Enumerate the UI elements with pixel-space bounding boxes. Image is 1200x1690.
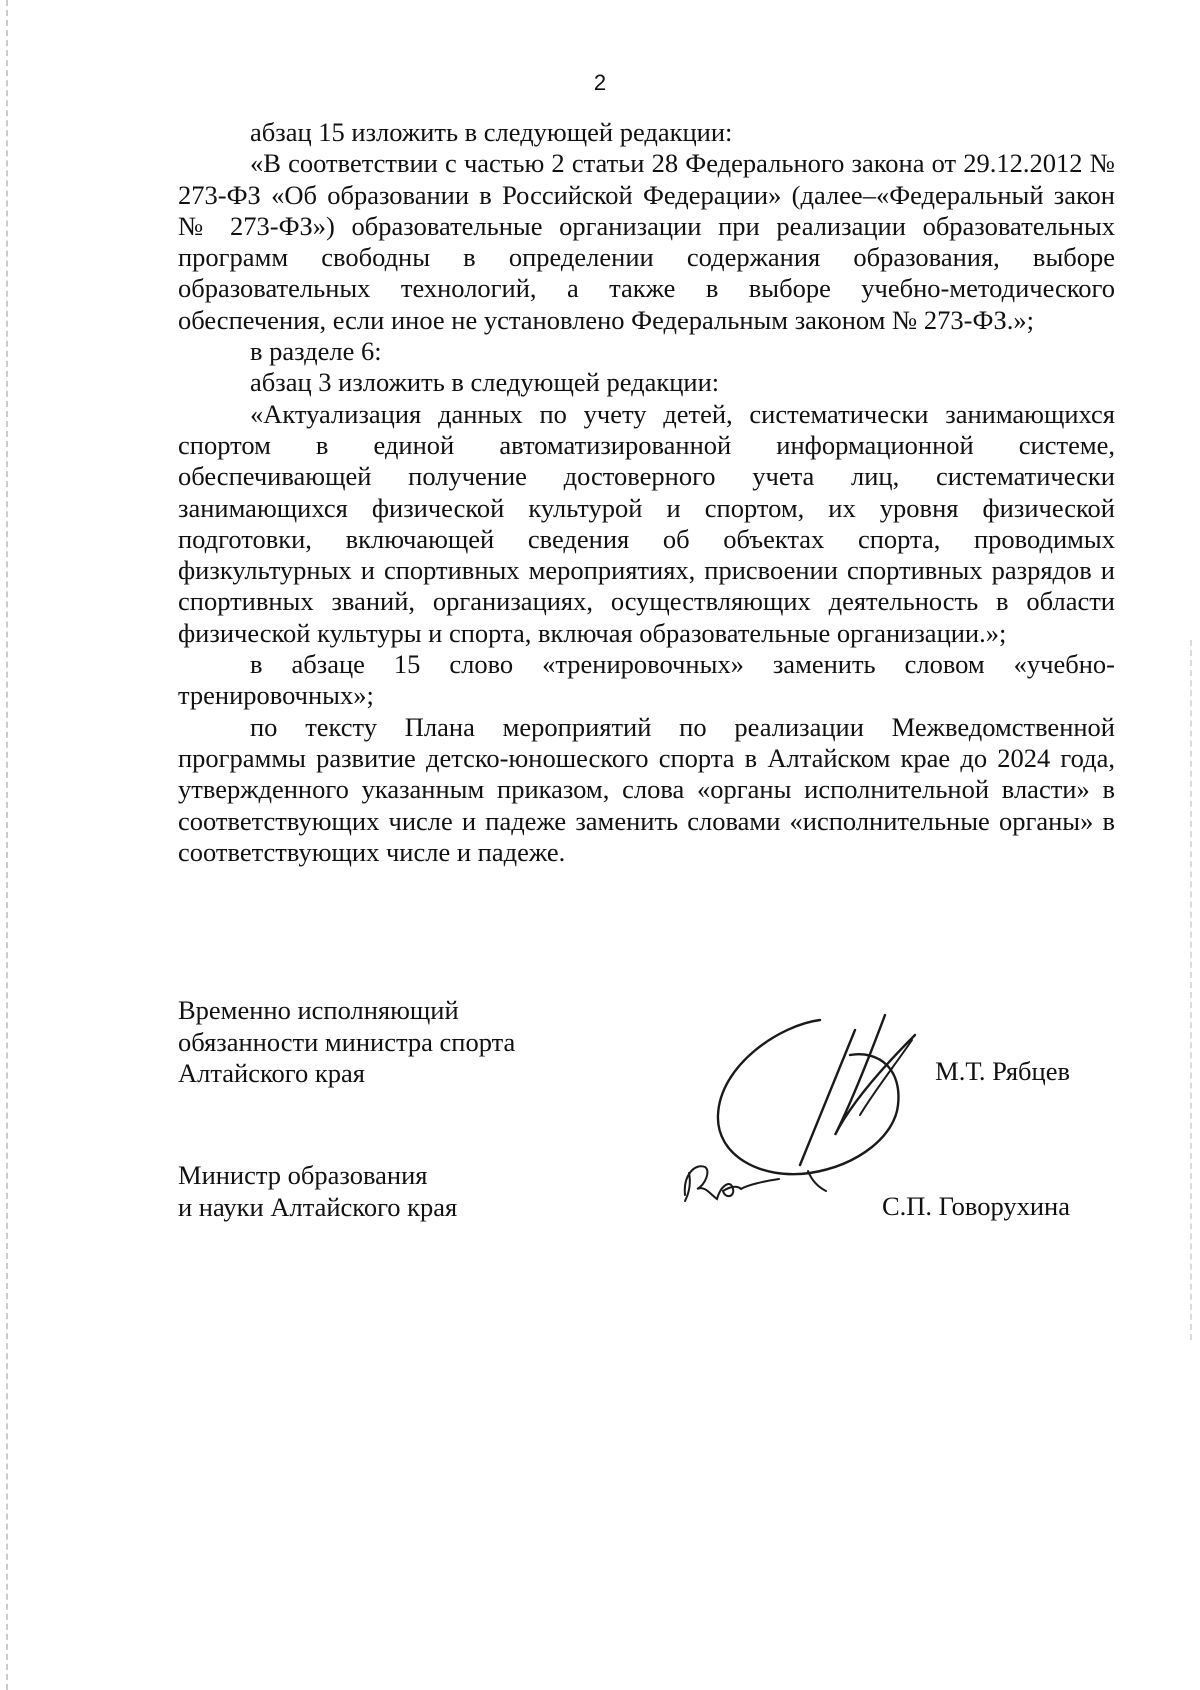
paragraph: по тексту Плана мероприятий по реализации Межведомственной программы развитие детско-юношеского спорта в Алтайском крае до 2024 года, утвержденного указанным приказом, слова «органы исполнительной власти» в соответствующих числе и падеже заменить словами «исполнительные органы» в соответствующих числе и падеже. — [178, 711, 1115, 867]
position-line: и науки Алтайского края — [178, 1191, 458, 1222]
position-line: Министр образования — [178, 1160, 428, 1190]
scan-edge-right — [1190, 640, 1192, 1340]
paragraph: «В соответствии с частью 2 статьи 28 Федерального закона от 29.12.2012 № 273-ФЗ «Об образовании в Российской Федерации» (далее–«Федеральный закон № 273-ФЗ») образовательные организации при реализации образовательных программ свободны в определении содержания образования, выборе образовательных технологий, а также в выборе учебно-методического обеспечения, если иное не установлено Федеральным законом № 273-ФЗ.»; — [178, 148, 1115, 335]
paragraph: в абзаце 15 слово «тренировочных» заменить словом «учебно-тренировочных»; — [178, 649, 1115, 711]
paragraph: абзац 3 изложить в следующей редакции: — [250, 367, 720, 398]
document-body — [178, 117, 1115, 868]
paragraph: «Актуализация данных по учету детей, систематически занимающихся спортом в единой автоматизированной информационной системе, обеспечивающей получение достоверного учета лиц, систематически занимающихся физической культурой и спортом, их уровня физической подготовки, включающей сведения об объектах спорта, проводимых физкультурных и спортивных мероприятиях, присвоении спортивных разрядов и спортивных званий, организациях, осуществляющих деятельность в области физической культуры и спорта, включая образовательные организации.»; — [178, 398, 1115, 648]
signature-2-handwritten — [675, 1155, 785, 1210]
signatory-1-position — [178, 995, 515, 1090]
position-line: Алтайского края — [178, 1058, 365, 1088]
page-number: 2 — [593, 70, 607, 95]
position-line: обязанности министра спорта — [178, 1026, 516, 1057]
scan-edge-left — [6, 0, 8, 1690]
paragraph: абзац 15 изложить в следующей редакции: — [250, 117, 733, 147]
paragraph: в разделе 6: — [250, 336, 382, 367]
signatory-2-name: С.П. Говорухина — [881, 1191, 1070, 1221]
signatory-2-position — [178, 1160, 457, 1223]
signatory-1-name: М.Т. Рябцев — [935, 1056, 1070, 1086]
position-line: Временно исполняющий — [178, 995, 459, 1025]
